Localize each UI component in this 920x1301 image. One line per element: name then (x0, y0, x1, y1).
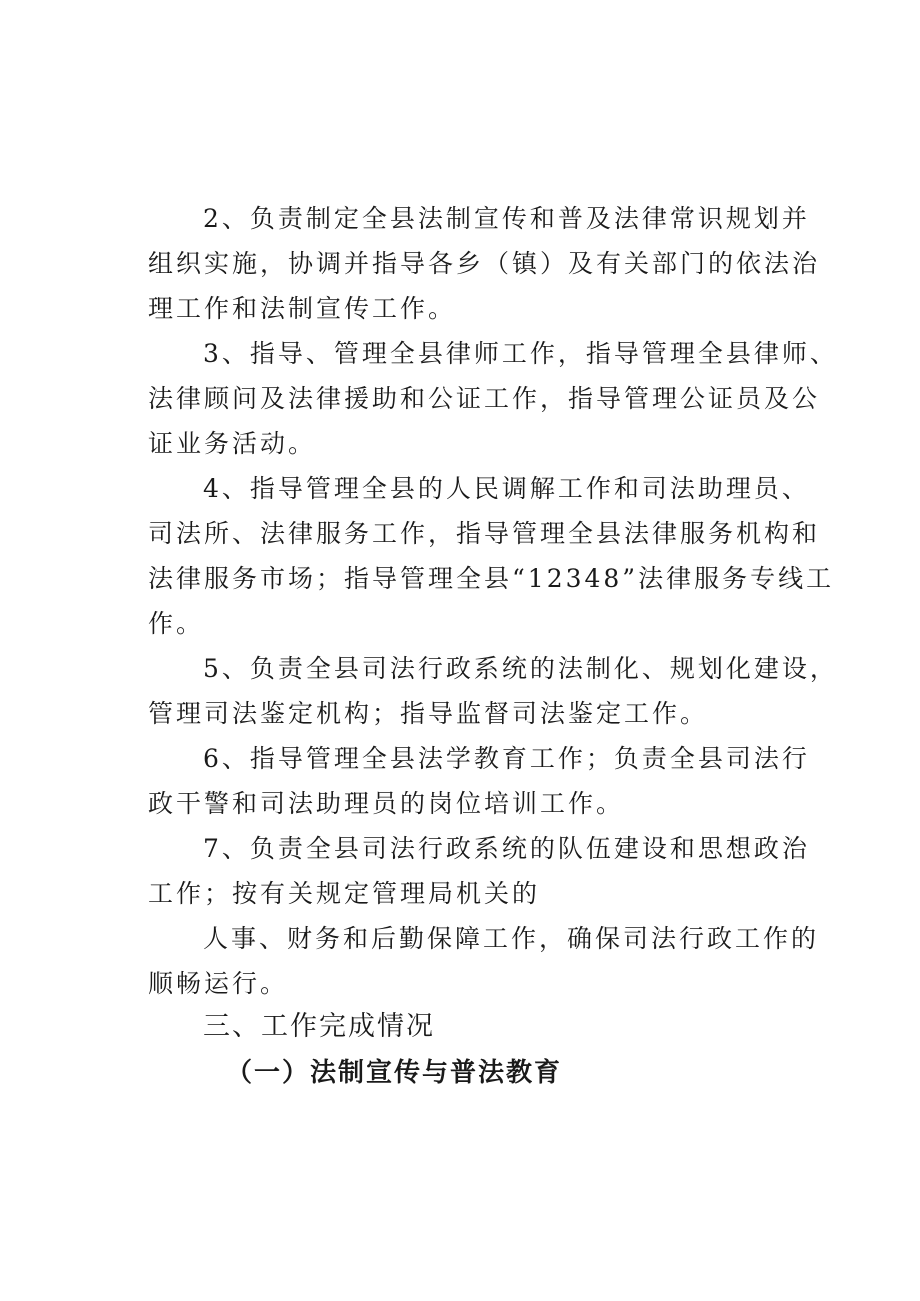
paragraph-3-line-1: 3、指导、管理全县律师工作，指导管理全县律师、 (203, 339, 838, 368)
paragraph-7-line-1: 7、负责全县司法行政系统的队伍建设和思想政治 (203, 834, 810, 863)
paragraph-2-line-3: 理工作和法制宣传工作。 (148, 294, 457, 323)
paragraph-2-line-1: 2、负责制定全县法制宣传和普及法律常识规划并 (203, 204, 810, 233)
paragraph-4-line-3: 法律服务市场；指导管理全县“12348”法律服务专线工 (148, 564, 835, 593)
paragraph-2-line-2: 组织实施，协调并指导各乡（镇）及有关部门的依法治 (148, 249, 821, 278)
paragraph-7-line-3: 人事、财务和后勤保障工作，确保司法行政工作的 (203, 924, 820, 953)
paragraph-6-line-2: 政干警和司法助理员的岗位培训工作。 (148, 789, 625, 818)
section-heading: 三、工作完成情况 (203, 1011, 435, 1042)
paragraph-5-line-1: 5、负责全县司法行政系统的法制化、规划化建设， (203, 654, 838, 683)
paragraph-6-line-1: 6、指导管理全县法学教育工作；负责全县司法行 (203, 744, 810, 773)
paragraph-7-line-2: 工作；按有关规定管理局机关的 (148, 879, 541, 908)
paragraph-3-line-3: 证业务活动。 (148, 429, 317, 458)
subsection-heading: （一）法制宣传与普法教育 (226, 1058, 563, 1088)
paragraph-4-line-4: 作。 (148, 609, 205, 638)
paragraph-5-line-2: 管理司法鉴定机构；指导监督司法鉴定工作。 (148, 699, 709, 728)
paragraph-7-line-4: 顺畅运行。 (148, 969, 289, 998)
paragraph-3-line-2: 法律顾问及法律援助和公证工作，指导管理公证员及公 (148, 384, 821, 413)
paragraph-4-line-1: 4、指导管理全县的人民调解工作和司法助理员、 (203, 474, 810, 503)
paragraph-4-line-2: 司法所、法律服务工作，指导管理全县法律服务机构和 (148, 519, 821, 548)
